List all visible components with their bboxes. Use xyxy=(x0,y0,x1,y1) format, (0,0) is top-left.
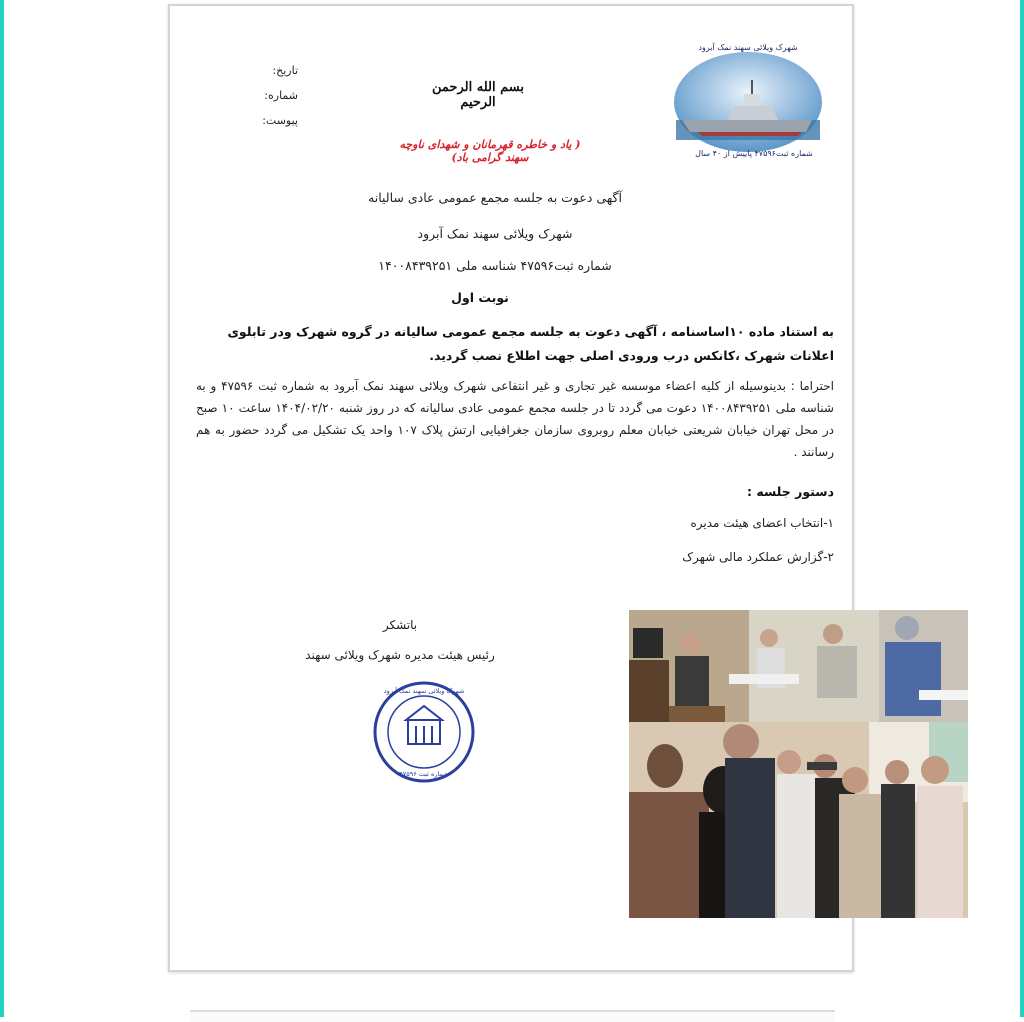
attachment-label: پیوست: xyxy=(262,114,298,127)
crowd-photo xyxy=(629,722,968,918)
invitation-paragraph: احتراما : بدینوسیله از کلیه اعضاء موسسه غیر تجاری و غیر انتفاعی شهرک ویلائی سهند نمک آبرود به شماره ثبت ۴۷۵۹۶ و به شناسه ملی ۱۴۰۰۸۴۳۹۲۵۱ دعوت می گردد تا در جلسه مجمع عمومی عادی سالیانه که در روز شنبه ۱۴۰۴/۰۲/۲۰ ساعت ۱۰ صبح در محل تهران خیابان شریعتی خیابان معلم روبروی سازمان جغرافیایی ارتش پلاک ۱۰۷ واحد یک تشکیل می گردد حضور به هم رسانند . xyxy=(196,379,834,459)
closing-thanks: باتشکر xyxy=(382,618,418,632)
registration-line: شماره ثبت۴۷۵۹۶ شناسه ملی ۱۴۰۰۸۴۳۹۲۵۱ xyxy=(378,258,612,273)
agenda-title: دستور جلسه : xyxy=(747,484,834,499)
announcement-paragraph: به استناد ماده ۱۰اساسنامه ، آگهی دعوت به جلسه مجمع عمومی سالیانه در گروه شهرک ودر تابلوی اعلانات شهرک ،کانکس درب ورودی اصلی جهت اطلاع نصب گردید. xyxy=(227,324,834,363)
number-label: شماره: xyxy=(264,89,298,102)
signer-title: رئیس هیئت مدیره شهرک ویلائی سهند xyxy=(305,648,495,662)
letter-meta xyxy=(258,58,298,133)
next-page-edge xyxy=(190,1010,835,1022)
meeting-photo xyxy=(629,610,968,722)
left-border xyxy=(0,0,4,1017)
agenda-item: ۲-گزارش عملکرد مالی شهرک xyxy=(682,550,834,564)
memorial-line: ( یاد و خاطره قهرمانان و شهدای ناوچه سهند گرامی باد) xyxy=(399,138,581,164)
logo-bottom-text: شماره ثبت۴۷۵۹۶ پاییش از ۴۰ سال xyxy=(695,149,813,158)
stamp-number: شماره ثبت ۴۷۵۹۶ xyxy=(399,770,449,778)
notice-title: آگهی دعوت به جلسه مجمع عمومی عادی سالیانه xyxy=(368,190,622,205)
logo-top-text: شهرک ویلائی سهند نمک آبرود xyxy=(698,43,798,52)
right-border xyxy=(1020,0,1024,1017)
official-stamp xyxy=(372,680,476,784)
basmala: بسم الله الرحمن الرحیم xyxy=(432,80,524,110)
org-name: شهرک ویلائی سهند نمک آبرود xyxy=(417,226,573,241)
stamp-text: شهرک ویلائی سهند نمک آبرود xyxy=(383,687,465,695)
agenda-item: ۱-انتخاب اعضای هیئت مدیره xyxy=(690,516,834,530)
turn-label: نوبت اول xyxy=(451,290,509,305)
ship-logo xyxy=(668,36,826,166)
date-label: تاریخ: xyxy=(272,64,298,77)
